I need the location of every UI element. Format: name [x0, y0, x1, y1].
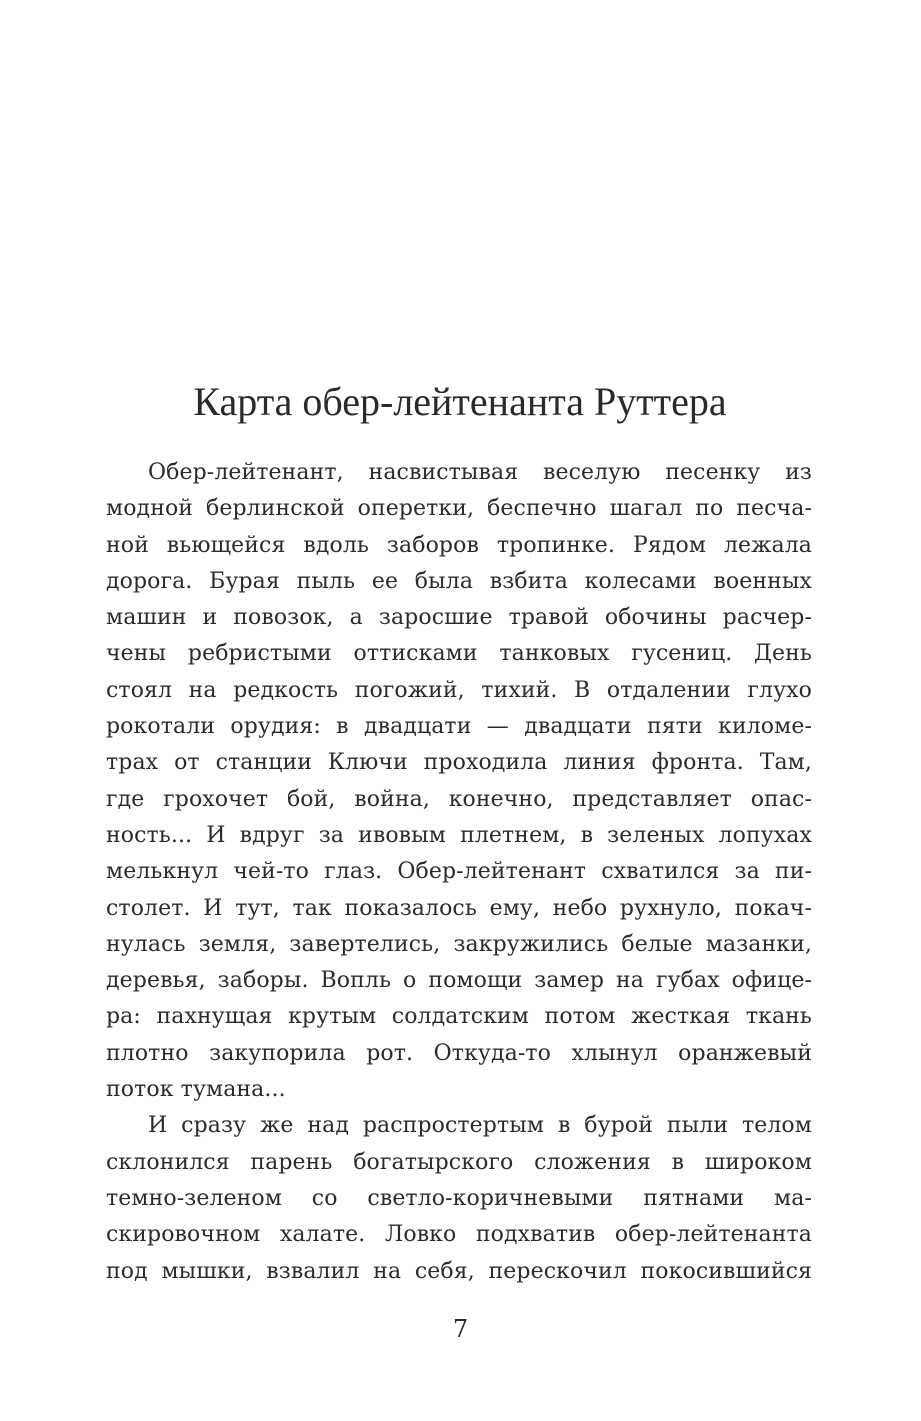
text-line: машин и повозок, а заросшие травой обочины расчер- [106, 605, 812, 631]
text-line: чены ребристыми оттисками танковых гусениц. День [106, 641, 812, 667]
paragraph [106, 455, 812, 1108]
chapter-title: Карта обер-лейтенанта Руттера [193, 379, 727, 424]
text-line: где грохочет бой, война, конечно, представляет опас- [106, 786, 812, 812]
text-line: трах от станции Ключи проходила линия фронта. Там, [106, 750, 812, 776]
text-line: дорога. Бурая пыль ее была взбита колесами военных [106, 568, 812, 594]
paragraph [106, 1108, 812, 1289]
text-line: ра: пахнущая крутым солдатским потом жесткая ткань [106, 1004, 812, 1030]
text-line: нулась земля, завертелись, закружились белые мазанки, [106, 931, 812, 957]
text-line: ность... И вдруг за ивовым плетнем, в зеленых лопухах [106, 822, 812, 848]
text-line: стоял на редкость погожий, тихий. В отдалении глухо [106, 677, 812, 703]
text-line: поток тумана... [106, 1077, 286, 1103]
text-line: столет. И тут, так показалось ему, небо рухнуло, покач- [106, 895, 812, 921]
text-line: плотно закупорила рот. Откуда-то хлынул оранжевый [106, 1040, 812, 1066]
text-line: модной берлинской оперетки, беспечно шагал по песча- [106, 496, 812, 522]
text-line: темно-зеленом со светло-коричневыми пятнами ма- [106, 1185, 812, 1211]
text-line: рокотали орудия: в двадцати — двадцати пяти киломе- [106, 714, 812, 740]
text-line: ной вьющейся вдоль заборов тропинке. Рядом лежала [106, 532, 812, 558]
text-line: деревья, заборы. Вопль о помощи замер на губах офице- [106, 968, 812, 994]
text-line: под мышки, взвалил на себя, перескочил покосившийся [106, 1258, 812, 1284]
text-line: скировочном халате. Ловко подхватив обер-лейтенанта [106, 1222, 812, 1248]
text-line: мелькнул чей-то глаз. Обер-лейтенант схватился за пи- [106, 859, 812, 885]
text-line: склонился парень богатырского сложения в широком [106, 1149, 812, 1175]
text-line: Обер-лейтенант, насвистывая веселую песенку из [148, 460, 812, 485]
text-line: И сразу же над распростертым в бурой пыли телом [148, 1113, 812, 1139]
page-number: 7 [452, 1315, 469, 1343]
body-text [106, 455, 812, 1290]
